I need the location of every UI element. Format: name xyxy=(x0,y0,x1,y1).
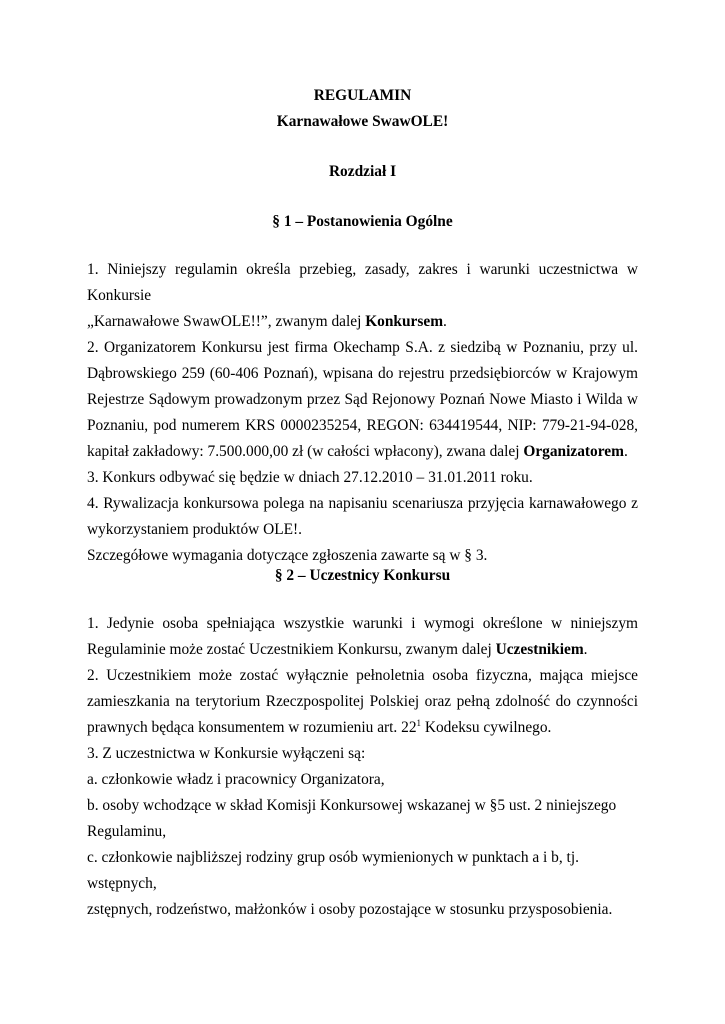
s1-p2-line1: 2. Organizatorem Konkursu jest firma Okechamp S.A. z siedzibą w Poznaniu, przy ul. xyxy=(87,339,638,356)
section2-heading: § 2 – Uczestnicy Konkursu xyxy=(274,567,451,584)
s1-p2-line5: kapitał zakładowy: 7.500.000,00 zł (w całości wpłacony), zwana dalej Organizatorem. xyxy=(87,443,628,460)
section1-heading: § 1 – Postanowienia Ogólne xyxy=(272,213,453,230)
s1-p2-line2: Dąbrowskiego 259 (60-406 Poznań), wpisana do rejestru przedsiębiorców w Krajowym xyxy=(87,365,638,382)
chapter-heading: Rozdział I xyxy=(328,163,397,180)
s1-p1-line1: 1. Niniejszy regulamin określa przebieg, zasady, zakres i warunki uczestnictwa w Konkursie xyxy=(87,261,638,304)
s1-p2-line3: Rejestrze Sądowym prowadzonym przez Sąd Rejonowy Poznań Nowe Miasto i Wilda w xyxy=(87,391,638,408)
s2-pc-line1: c. członkowie najbliższej rodziny grup osób wymienionych w punktach a i b, tj. wstępnych, xyxy=(87,849,579,892)
document-title: REGULAMIN xyxy=(313,87,412,104)
s2-p2-line1: 2. Uczestnikiem może zostać wyłącznie pełnoletnia osoba fizyczna, mająca miejsce xyxy=(87,667,638,684)
s2-p1-line2: Regulaminie może zostać Uczestnikiem Konkursu, zwanym dalej Uczestnikiem. xyxy=(87,641,588,658)
document-subtitle: Karnawałowe SwawOLE! xyxy=(276,113,449,130)
s2-p2-line3: prawnych będąca konsumentem w rozumieniu art. $22^1$ Kodeksu cywilnego. xyxy=(87,718,552,736)
s2-p3: 3. Z uczestnictwa w Konkursie wyłączeni są: xyxy=(87,745,366,762)
s2-p2-line2: zamieszkania na terytorium Rzeczpospolitej Polskiej oraz pełną zdolność do czynności xyxy=(87,693,638,710)
s2-pb-line2: Regulaminu, xyxy=(87,823,167,840)
s1-p2-line4: Poznaniu, pod numerem KRS 0000235254, REGON: 634419544, NIP: 779-21-94-028, xyxy=(87,417,638,434)
s2-pa: a. członkowie władz i pracownicy Organizatora, xyxy=(87,771,385,788)
s1-p5: Szczegółowe wymagania dotyczące zgłoszenia zawarte są w § 3. xyxy=(87,547,488,564)
s1-p1-line2: „Karnawałowe SwawOLE!!”, zwanym dalej Konkursem. xyxy=(87,313,447,330)
s2-pc-line2: zstępnych, rodzeństwo, małżonków i osoby pozostające w stosunku przysposobienia. xyxy=(87,901,613,918)
section2-body xyxy=(87,611,638,923)
s1-p4-line1: 4. Rywalizacja konkursowa polega na napisaniu scenariusza przyjęcia karnawałowego z xyxy=(87,495,638,512)
s1-p3: 3. Konkurs odbywać się będzie w dniach 27.12.2010 – 31.01.2011 roku. xyxy=(87,469,533,486)
s2-pb-line1: b. osoby wchodzące w skład Komisji Konkursowej wskazanej w §5 ust. 2 niniejszego xyxy=(87,797,617,814)
section1-body xyxy=(87,257,638,569)
s1-p4-line2: wykorzystaniem produktów OLE!. xyxy=(87,521,302,538)
s2-p1-line1: 1. Jedynie osoba spełniająca wszystkie warunki i wymogi określone w niniejszym xyxy=(87,615,638,632)
